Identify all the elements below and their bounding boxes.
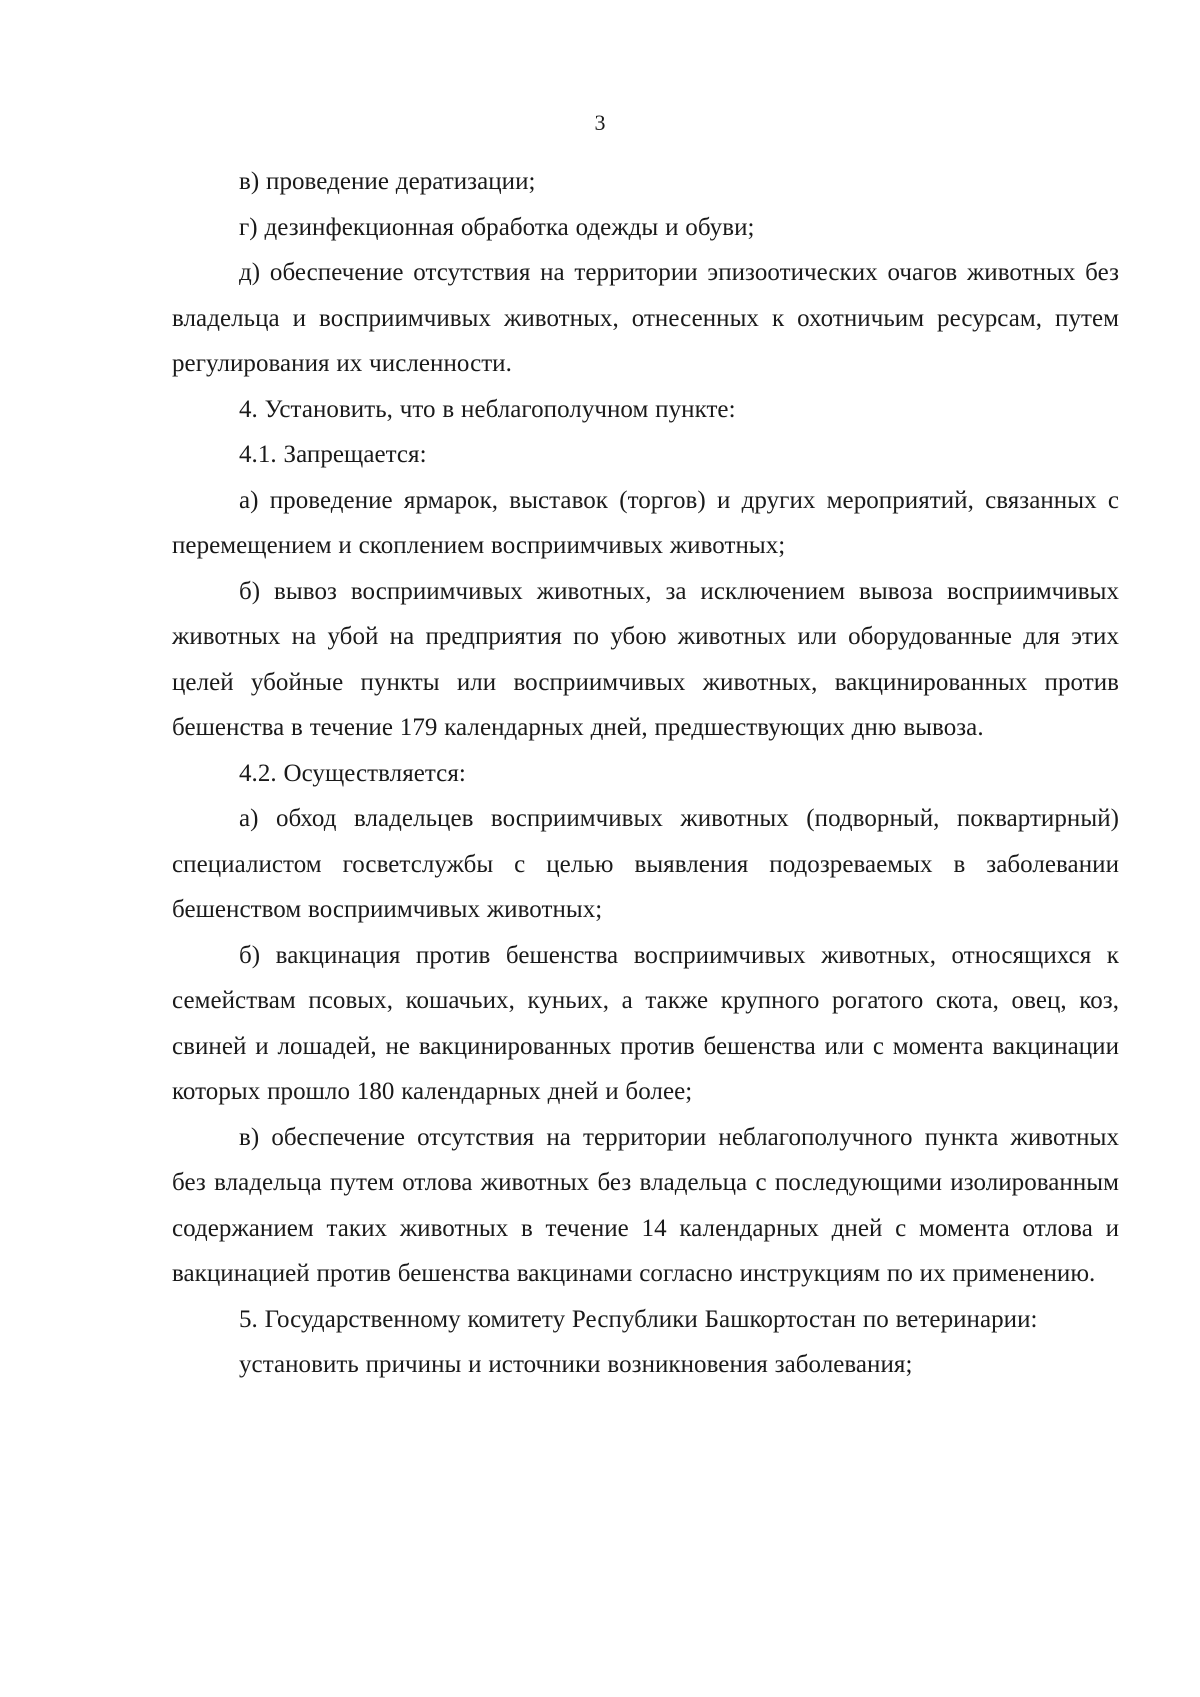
paragraph-g-disinfection: г) дезинфекционная обработка одежды и обуви; [239, 213, 755, 241]
paragraph-5-causes: установить причины и источники возникновения заболевания; [239, 1351, 913, 1378]
paragraph-section-5: 5. Государственному комитету Республики Башкортостан по ветеринарии: [239, 1305, 1038, 1333]
paragraph-4-2-v: в) обеспечение отсутствия на территории неблагополучного пункта животных без владельца путем отлова животных без владельца с последующими изолированным содержанием таких животных в течение 14 календарных дней с момента отлова и вакцинацией против бешенства вакцинами согласно инструкциям по их применению. [172, 1123, 1119, 1287]
paragraph-4-2-a: а) обход владельцев восприимчивых животных (подворный, поквартирный) специалистом госветслужбы с целью выявления подозреваемых в заболевании бешенством восприимчивых животных; [172, 805, 1119, 923]
paragraph-section-4-2: 4.2. Осуществляется: [239, 759, 466, 787]
paragraph-4-1-a: а) проведение ярмарок, выставок (торгов) и других мероприятий, связанных с перемещением и скоплением восприимчивых животных; [172, 486, 1119, 559]
page-number: 3 [594, 110, 606, 135]
document-body [172, 159, 1119, 1388]
paragraph-4-1-b: б) вывоз восприимчивых животных, за исключением вывоза восприимчивых животных на убой на предприятия по убою животных или оборудованные для этих целей убойные пункты или восприимчивых животных, вакцинированных против бешенства в течение 179 календарных дней, предшествующих дню вывоза. [172, 577, 1119, 741]
paragraph-section-4: 4. Установить, что в неблагополучном пункте: [239, 395, 736, 423]
paragraph-d-animal-control: д) обеспечение отсутствия на территории эпизоотических очагов животных без владельца и восприимчивых животных, отнесенных к охотничьим ресурсам, путем регулирования их численности. [172, 259, 1119, 377]
paragraph-v-deratization: в) проведение дератизации; [239, 168, 536, 195]
paragraph-section-4-1: 4.1. Запрещается: [239, 441, 427, 468]
paragraph-4-2-b: б) вакцинация против бешенства восприимчивых животных, относящихся к семействам псовых, кошачьих, куньих, а также крупного рогатого скота, овец, коз, свиней и лошадей, не вакцинированных против бешенства или с момента вакцинации которых прошло 180 календарных дней и более; [172, 941, 1119, 1105]
